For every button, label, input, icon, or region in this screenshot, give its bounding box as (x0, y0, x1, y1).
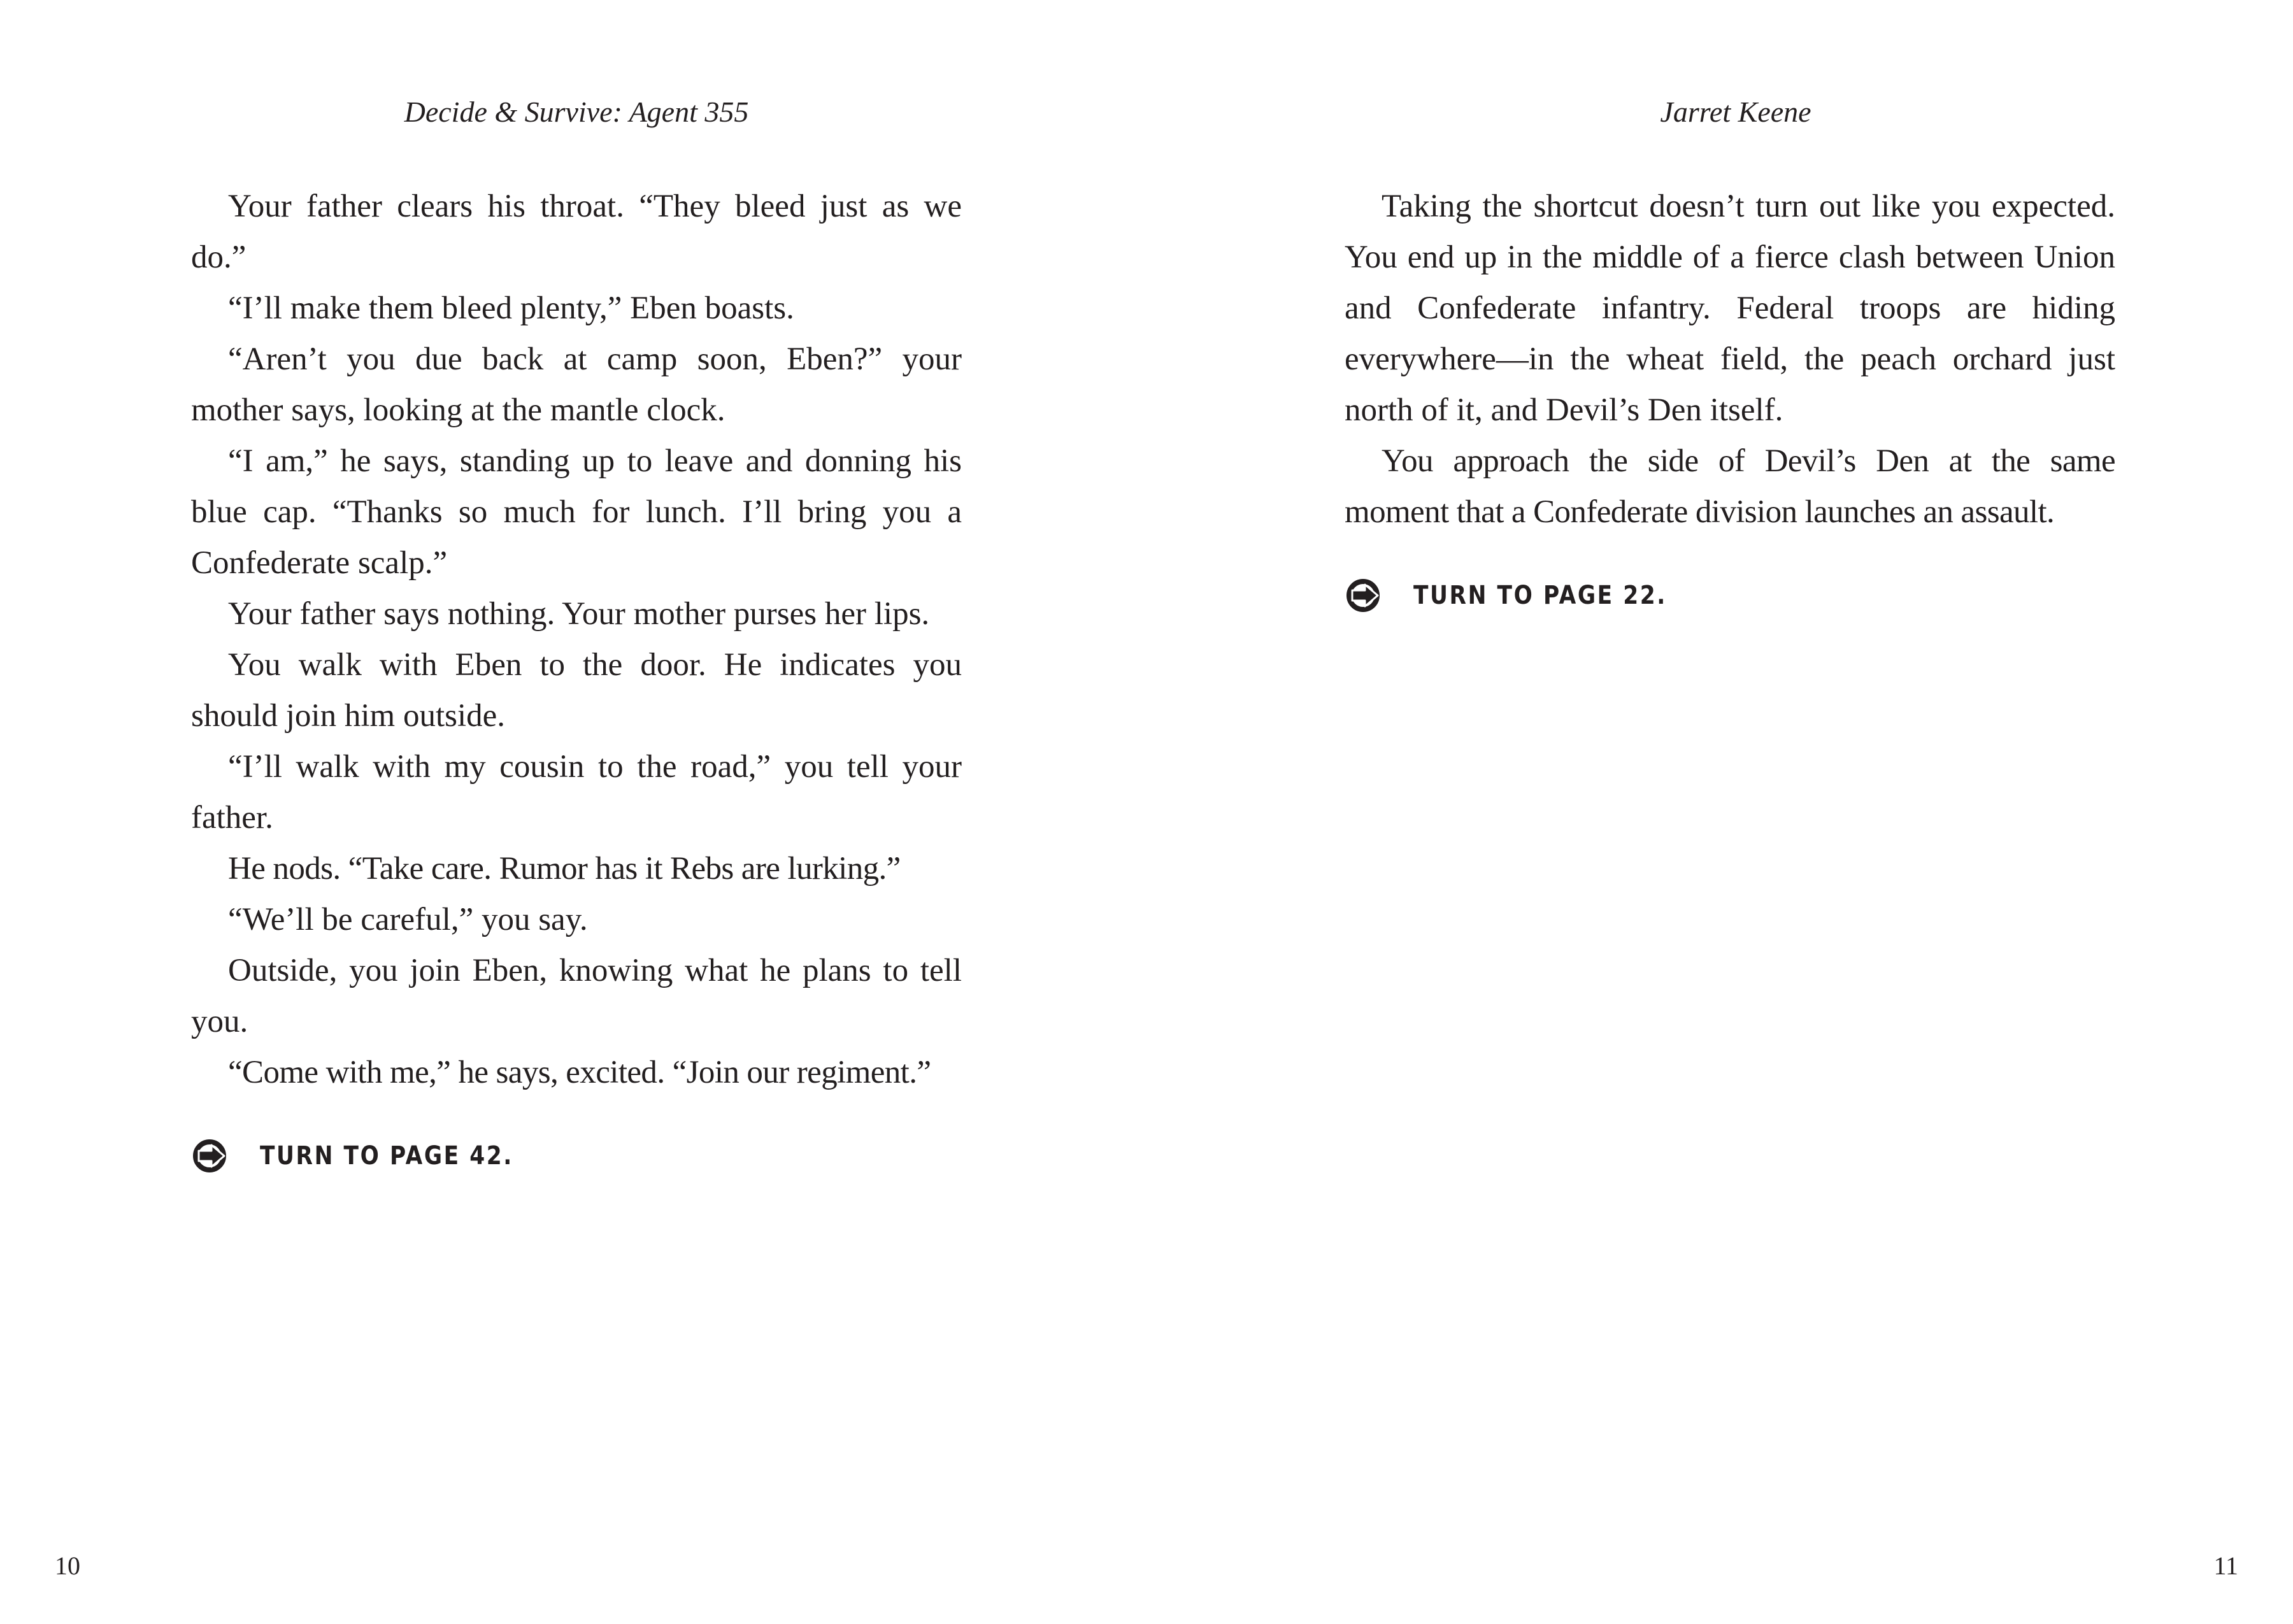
right-page (1146, 0, 2293, 1624)
paragraph: “I’ll make them bleed plenty,” Eben boasts. (228, 290, 794, 326)
paragraph: Your father clears his throat. “They bleed just as we do.” (191, 189, 962, 275)
paragraph: “Aren’t you due back at camp soon, Eben?” your mother says, looking at the mantle clock. (191, 341, 962, 428)
paragraph: “Come with me,” he says, excited. “Join our regiment.” (228, 1055, 931, 1090)
running-head-right: Jarret Keene (1660, 96, 1811, 128)
paragraph: “I’ll walk with my cousin to the road,” you tell your father. (191, 749, 962, 836)
paragraph: You walk with Eben to the door. He indicates you should join him outside. (191, 647, 962, 734)
paragraph: Outside, you join Eben, knowing what he plans to tell you. (191, 953, 962, 1039)
paragraph: He nods. “Take care. Rumor has it Rebs are lurking.” (228, 851, 901, 887)
turn-to-label[interactable]: TURN TO PAGE 42. (260, 1141, 513, 1171)
paragraph: “We’ll be careful,” you say. (228, 902, 588, 937)
body-text-right (1345, 181, 2115, 614)
turn-to-page-link[interactable] (191, 1137, 962, 1174)
arrow-circle-right-icon (1345, 577, 1382, 614)
paragraph: You approach the side of Devil’s Den at the same moment that a Confederate division launches an assault. (1345, 443, 2115, 530)
turn-to-label[interactable]: TURN TO PAGE 22. (1413, 581, 1667, 610)
running-head-left: Decide & Survive: Agent 355 (404, 96, 749, 128)
page-number-right: 11 (2213, 1551, 2238, 1580)
body-text-left (191, 181, 962, 1174)
paragraph: Your father says nothing. Your mother purses her lips. (228, 596, 930, 632)
page-number-left: 10 (55, 1551, 80, 1580)
turn-to-page-link[interactable] (1345, 577, 2115, 614)
left-page (0, 0, 1146, 1624)
arrow-circle-right-icon (191, 1137, 228, 1174)
paragraph: “I am,” he says, standing up to leave and donning his blue cap. “Thanks so much for lunch. I’ll bring you a Confederate scalp.” (191, 443, 962, 581)
paragraph: Taking the shortcut doesn’t turn out like you expected. You end up in the middle of a fierce clash between Union and Confederate infantry. Federal troops are hiding everywhere—in the wheat field, the peach orchard just north of it, and Devil’s Den itself. (1345, 189, 2115, 428)
